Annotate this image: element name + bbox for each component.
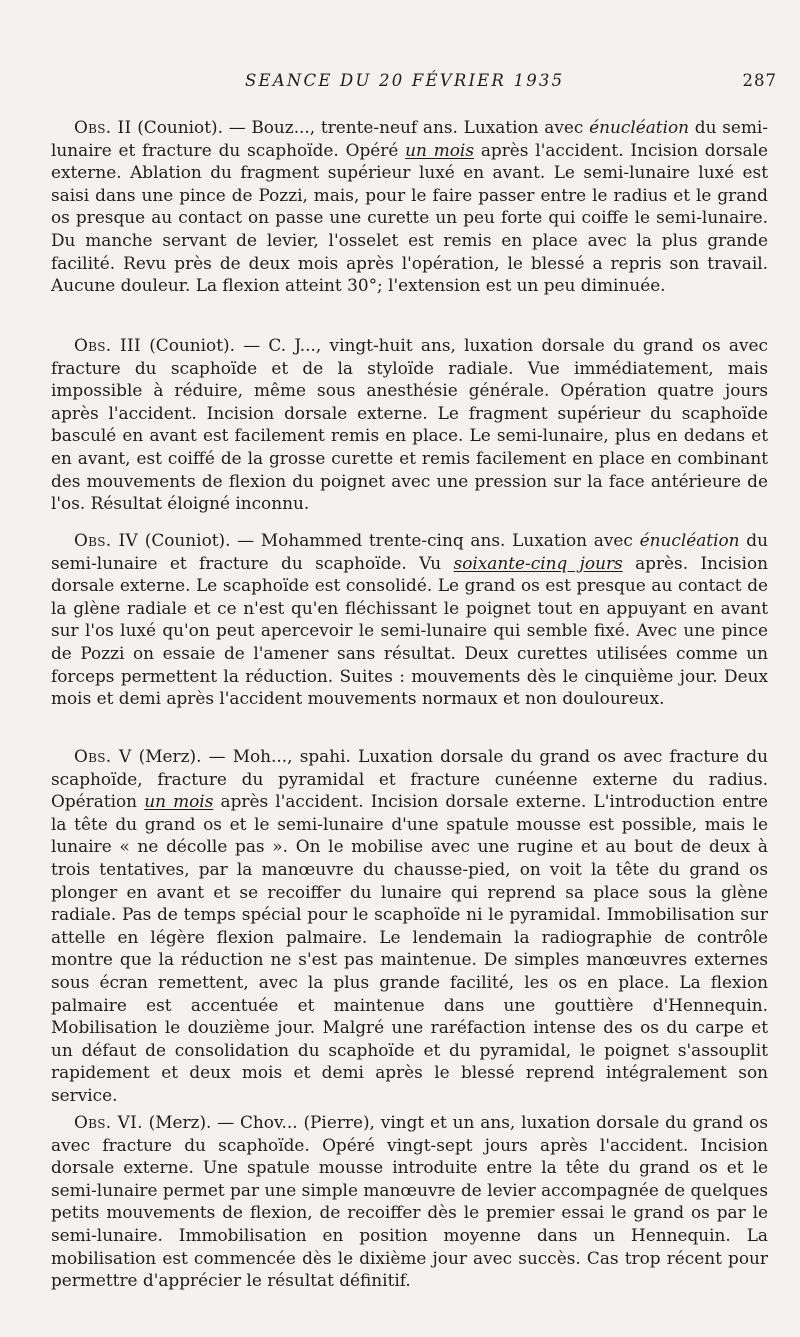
emphasis: énucléation [589,117,690,137]
observation-paragraph: Obs. II (Couniot). — Bouz..., trente-neuf ans. Luxation avec énucléation du semi-lunaire et fracture du scaphoïde. Opéré un mois après l'accident. Incision dorsale externe. Ablation du fragment supérieur luxé en avant. Le semi-lunaire luxé est saisi dans une pince de Pozzi, mais, pour le faire passer entre le radius et le grand os presque au contact on passe une curette un peu forte qui coiffe le semi-lunaire. Du manche servant de levier, l'osselet est remis en place avec la plus grande facilité. Revu près de deux mois après l'opération, le blessé a repris son travail. Aucune douleur. La flexion atteint 30°; l'extension est un peu diminuée. [51,117,768,296]
observation-paragraph: Obs. V (Merz). — Moh..., spahi. Luxation dorsale du grand os avec fracture du scaphoïde, fracture du pyramidal et fracture cunéenne externe du radius. Opération un mois après l'accident. Incision dorsale externe. L'introduction entre la tête du grand os et le semi-lunaire d'une spatule mousse est possible, mais le lunaire « ne décolle pas ». On le mobilise avec une rugine et au bout de deux à trois tentatives, par la manœuvre du chausse-pied, on voit la tête du grand os plonger en avant et se recoiffer du lunaire qui reprend sa place sous la glène radiale. Pas de temps spécial pour le scaphoïde ni le pyramidal. Immobilisation sur attelle en légère flexion palmaire. Le lendemain la radiographie de contrôle montre que la réduction ne s'est pas maintenue. De simples manœuvres externes sous écran remettent, avec la plus grande facilité, les os en place. La flexion palmaire est accentuée et maintenue dans une gouttière d'Hennequin. Mobilisation le douzième jour. Malgré une raréfaction intense des os du carpe et un défaut de consolidation du scaphoïde et du pyramidal, le poignet s'assouplit rapidement et deux mois et demi après le blessé reprend intégralement son service. [51,746,768,1105]
emphasis: un mois [144,791,214,812]
observation-label: Obs. II [74,117,132,137]
observation-6 [51,1111,768,1292]
running-title: SEANCE DU 20 FÉVRIER 1935 [245,71,565,90]
emphasis: soixante-cinq jours [453,552,623,573]
emphasis: énucléation [639,530,740,550]
observation-label: Obs. VI. [74,1112,143,1132]
observation-label: Obs. V [74,746,132,766]
observation-5 [51,745,768,1107]
running-header [0,71,800,95]
observation-paragraph: Obs. VI. (Merz). — Chov... (Pierre), vingt et un ans, luxation dorsale du grand os avec fracture du scaphoïde. Opéré vingt-sept jours après l'accident. Incision dorsale externe. Une spatule mousse introduite entre la tête du grand os et le semi-lunaire permet par une simple manœuvre de levier accompagnée de quelques petits mouvements de flexion, de recoiffer dès le premier essai le grand os par le semi-lunaire. Immobilisation en position moyenne dans un Hennequin. La mobilisation est commencée dès le dixième jour avec succès. Cas trop récent pour permettre d'apprécier le résultat définitif. [51,1112,769,1291]
observation-4 [51,529,768,710]
page-number: 287 [742,71,777,90]
emphasis: un mois [405,139,475,160]
observation-label: Obs. IV [74,530,138,550]
observation-label: Obs. III [74,335,141,355]
observation-2 [51,116,768,297]
observation-paragraph: Obs. IV (Couniot). — Mohammed trente-cinq ans. Luxation avec énucléation du semi-lunaire et fracture du scaphoïde. Vu soixante-cinq jours après. Incision dorsale externe. Le scaphoïde est consolidé. Le grand os est presque au contact de la glène radiale et ce n'est qu'en fléchissant le poignet tout en appuyant en avant sur l'os luxé qu'on peut apercevoir le semi-lunaire qui semble fixé. Avec une pince de Pozzi on essaie de l'amener sans résultat. Deux curettes utilisées comme un forceps permettent la réduction. Suites : mouvements dès le cinquième jour. Deux mois et demi après l'accident mouvements normaux et non douloureux. [51,530,768,709]
observation-3 [51,334,768,515]
observation-paragraph: Obs. III (Couniot). — C. J..., vingt-huit ans, luxation dorsale du grand os avec fracture du scaphoïde et de la styloïde radiale. Vue immédiatement, mais impossible à réduire, même sous anesthésie générale. Opération quatre jours après l'accident. Incision dorsale externe. Le fragment supérieur du scaphoïde basculé en avant est facilement remis en place. Le semi-lunaire, plus en dedans et en avant, est coiffé de la grosse curette et remis facilement en place en combinant des mouvements de flexion du poignet avec une pression sur la face antérieure de l'os. Résultat éloigné inconnu. [51,335,768,514]
